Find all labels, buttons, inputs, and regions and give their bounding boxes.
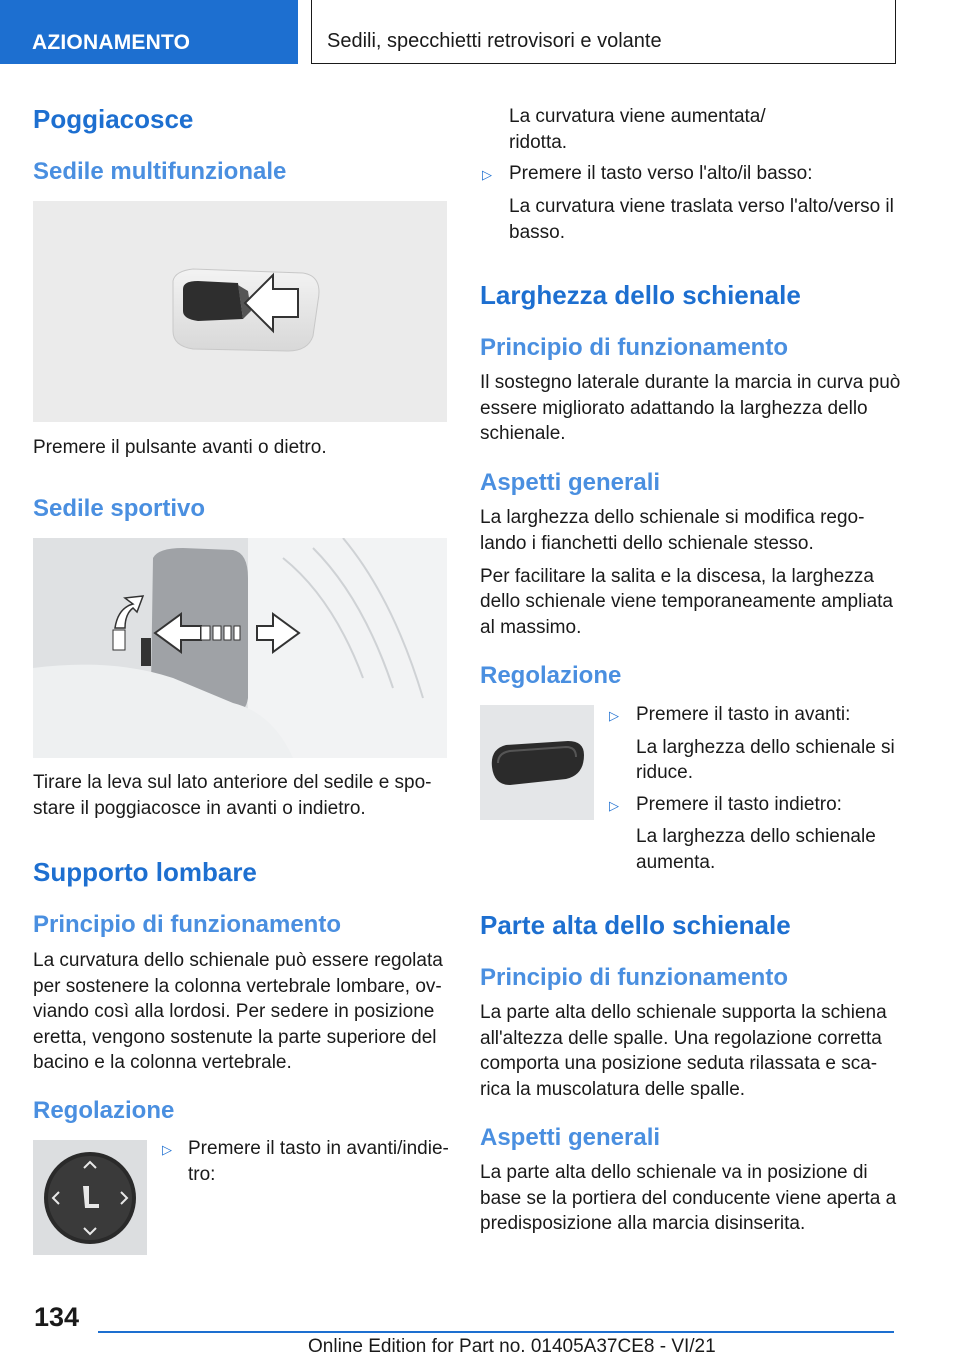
- lumbar-switch-image: [33, 1140, 147, 1255]
- larghezza-title: Larghezza dello schienale: [480, 280, 801, 310]
- poggiacosce-title: Poggiacosce: [33, 104, 194, 134]
- alta-principio-line: La parte alta dello schienale supporta la schiena: [480, 1002, 887, 1023]
- alta-aspetti-title: Aspetti generali: [480, 1124, 661, 1151]
- larghezza-principio-title: Principio di funzionamento: [480, 334, 788, 361]
- larghezza-regolazione-title: Regolazione: [480, 662, 622, 689]
- facilitare-line: al massimo.: [480, 617, 582, 638]
- lombare-principio-line: bacino e la colonna vertebrale.: [33, 1052, 292, 1073]
- larghezza-principio-line: schienale.: [480, 423, 566, 444]
- avanti-text-2: riduce.: [636, 762, 694, 783]
- edition-text: Online Edition for Part no. 01405A37CE8 - VI/21: [308, 1336, 716, 1357]
- bullet-altobasso: Premere il tasto verso l'alto/il basso:: [509, 163, 813, 184]
- facilitare-line: Per facilitare la salita e la discesa, la larghezza: [480, 566, 874, 587]
- sportivo-text-2: stare il poggiacosce in avanti o indietro.: [33, 798, 366, 819]
- alta-principio-line: rica la muscolatura delle spalle.: [480, 1079, 746, 1100]
- lombare-principio-line: La curvatura dello schienale può essere regolata: [33, 950, 443, 971]
- alta-principio-line: comporta una posizione seduta rilassata e sca-: [480, 1053, 878, 1074]
- triangle-right-icon: ▷: [609, 798, 619, 813]
- larghezza-aspetti-line: lando i fianchetti dello schienale stesso.: [480, 533, 814, 554]
- footer-divider: [98, 1331, 894, 1333]
- triangle-right-icon: ▷: [482, 167, 492, 182]
- lombare-regolazione-title: Regolazione: [33, 1097, 175, 1124]
- sportivo-text-1: Tirare la leva sul lato anteriore del sedile e spo-: [33, 772, 432, 793]
- right-cont-1: La curvatura viene aumentata/: [509, 106, 766, 127]
- lombare-bullet-text-1: Premere il tasto in avanti/indie-: [188, 1138, 449, 1159]
- multifunzionale-text: Premere il pulsante avanti o dietro.: [33, 437, 327, 458]
- altobasso-text-2: basso.: [509, 222, 565, 243]
- larghezza-aspetti-line: La larghezza dello schienale si modifica rego-: [480, 507, 865, 528]
- alta-principio-title: Principio di funzionamento: [480, 964, 788, 991]
- multifunzionale-title: Sedile multifunzionale: [33, 158, 287, 185]
- width-switch-image: [480, 705, 594, 820]
- avanti-text-1: La larghezza dello schienale si: [636, 737, 895, 758]
- bullet-indietro: Premere il tasto indietro:: [636, 794, 842, 815]
- sport-seat-image: [33, 538, 447, 758]
- triangle-right-icon: ▷: [162, 1142, 172, 1157]
- chapter-title: Sedili, specchietti retrovisori e volante: [311, 0, 896, 64]
- larghezza-principio-line: essere migliorato adattando la larghezza dello: [480, 398, 868, 419]
- alta-principio-line: all'altezza delle spalle. Una regolazione corretta: [480, 1028, 882, 1049]
- facilitare-line: dello schienale viene temporaneamente ampliata: [480, 591, 893, 612]
- indietro-text-1: La larghezza dello schienale: [636, 826, 876, 847]
- sportivo-title: Sedile sportivo: [33, 495, 206, 522]
- section-tab: AZIONAMENTO: [0, 0, 298, 64]
- alta-aspetti-line: predisposizione alla marcia disinserita.: [480, 1213, 806, 1234]
- page-number: 134: [34, 1302, 80, 1332]
- bullet-avanti: Premere il tasto in avanti:: [636, 704, 851, 725]
- larghezza-principio-line: Il sostegno laterale durante la marcia in curva può: [480, 372, 901, 393]
- multifunction-switch-image: [33, 201, 447, 422]
- triangle-right-icon: ▷: [609, 708, 619, 723]
- larghezza-aspetti-title: Aspetti generali: [480, 469, 661, 496]
- lombare-principio-line: eretta, vengono sostenute la parte superiore del: [33, 1027, 437, 1048]
- lombare-principio-line: viando così alla lordosi. Per sedere in posizione: [33, 1001, 435, 1022]
- lombare-principio-line: per sostenere la colonna vertebrale lombare, ov-: [33, 976, 442, 997]
- lombare-title: Supporto lombare: [33, 857, 257, 887]
- indietro-text-2: aumenta.: [636, 852, 716, 873]
- altobasso-text-1: La curvatura viene traslata verso l'alto/verso il: [509, 196, 894, 217]
- right-cont-2: ridotta.: [509, 132, 568, 153]
- lombare-principio-title: Principio di funzionamento: [33, 911, 341, 938]
- alta-aspetti-line: La parte alta dello schienale va in posizione di: [480, 1162, 868, 1183]
- lombare-bullet-text-2: tro:: [188, 1164, 216, 1185]
- alta-aspetti-line: base se la portiera del conducente viene aperta a: [480, 1188, 897, 1209]
- alta-title: Parte alta dello schienale: [480, 910, 791, 940]
